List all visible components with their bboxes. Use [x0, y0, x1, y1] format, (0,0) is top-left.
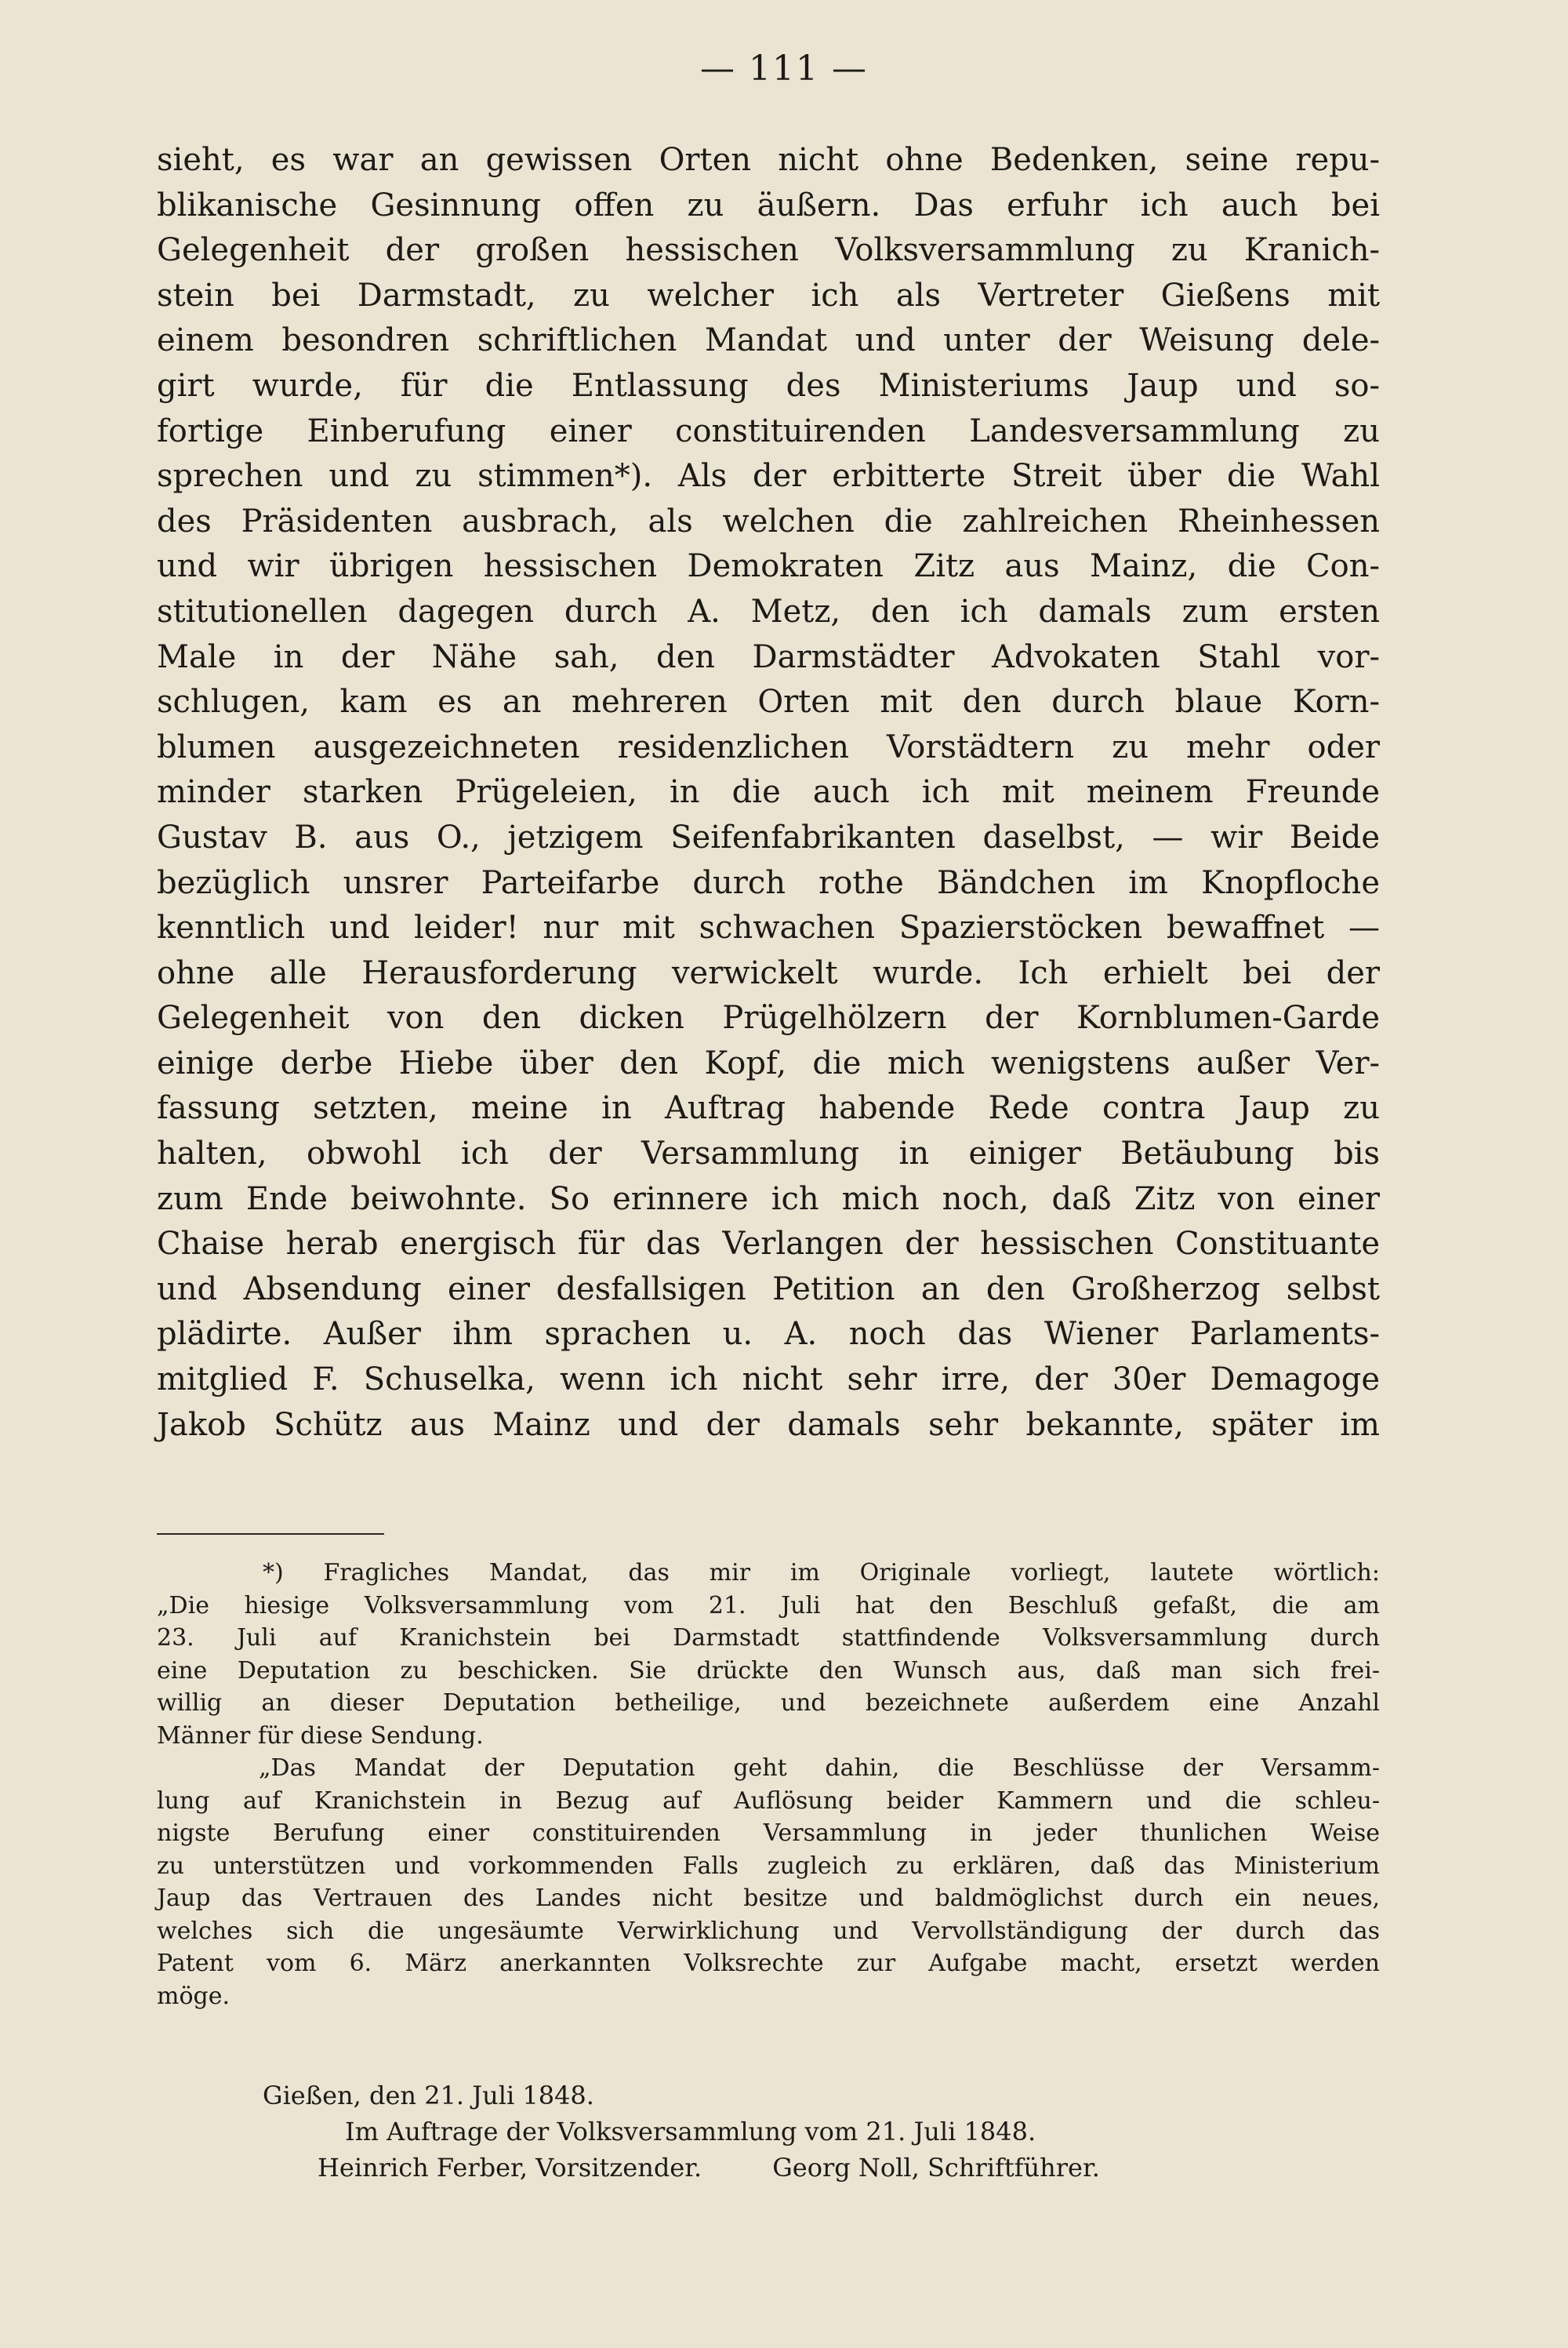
footnote-line: „Das Mandat der Deputation geht dahin, die Beschlüsse der Versamm- — [259, 1754, 1380, 1782]
text-line: einem besondren schriftlichen Mandat und unter der Weisung dele- — [157, 322, 1380, 359]
text-line: zum Ende beiwohnte. So erinnere ich mich noch, daß Zitz von einer — [157, 1180, 1380, 1217]
signature-names — [157, 2150, 1380, 2186]
text-line: blikanische Gesinnung offen zu äußern. Das erfuhr ich auch bei — [157, 187, 1380, 224]
footnote-line: willig an dieser Deputation betheilige, und bezeichnete außerdem eine Anzahl — [157, 1689, 1380, 1717]
text-line: und wir übrigen hessischen Demokraten Zitz aus Mainz, die Con- — [157, 548, 1380, 585]
text-line: schlugen, kam es an mehreren Orten mit den durch blaue Korn- — [157, 684, 1380, 721]
text-line: stein bei Darmstadt, zu welcher ich als Vertreter Gießens mit — [157, 277, 1380, 314]
signature-commission: Im Auftrage der Volksversammlung vom 21. Juli 1848. — [345, 2117, 1036, 2146]
text-line: einige derbe Hiebe über den Kopf, die mich wenigstens außer Ver- — [157, 1045, 1380, 1081]
text-line: fortige Einberufung einer constituirenden Landesversammlung zu — [157, 413, 1380, 449]
signature-secretary: Georg Noll, Schriftführer. — [772, 2153, 1100, 2183]
text-line: Gelegenheit der großen hessischen Volksversammlung zu Kranich- — [157, 232, 1380, 269]
footnote-line: Jaup das Vertrauen des Landes nicht besitze und baldmöglichst durch ein neues, — [157, 1885, 1380, 1912]
text-line: Male in der Nähe sah, den Darmstädter Advokaten Stahl vor- — [157, 638, 1380, 675]
text-line: plädirte. Außer ihm sprachen u. A. noch das Wiener Parlaments- — [157, 1316, 1380, 1353]
footnote-line: lung auf Kranichstein in Bezug auf Auflösung beider Kammern und die schleu- — [157, 1786, 1380, 1815]
footnote-divider — [157, 1533, 384, 1535]
footnote-line: 23. Juli auf Kranichstein bei Darmstadt stattfindende Volksversammlung durch — [157, 1624, 1380, 1652]
footnote-line: zu unterstützen und vorkommenden Falls zugleich zu erklären, daß das Ministerium — [157, 1852, 1380, 1880]
text-line: fassung setzten, meine in Auftrag habende Rede contra Jaup zu — [157, 1090, 1380, 1127]
text-line: Gustav B. aus O., jetzigem Seifenfabrikanten daselbst, — wir Beide — [157, 819, 1380, 856]
footnote-line: Patent vom 6. März anerkannten Volksrechte zur Aufgabe macht, ersetzt werden — [157, 1950, 1380, 1977]
text-line: und Absendung einer desfallsigen Petition an den Großherzog selbst — [157, 1270, 1380, 1307]
text-line: stitutionellen dagegen durch A. Metz, den ich damals zum ersten — [157, 593, 1380, 630]
footnote-line: Männer für diese Sendung. — [157, 1721, 484, 1750]
text-line: Chaise herab energisch für das Verlangen der hessischen Constituante — [157, 1226, 1380, 1263]
footnote-line: welches sich die ungesäumte Verwirklichung und Vervollständigung der durch das — [157, 1917, 1380, 1945]
text-line: sieht, es war an gewissen Orten nicht ohne Bedenken, seine repu- — [157, 142, 1380, 178]
text-line: des Präsidenten ausbrach, als welchen die zahlreichen Rheinhessen — [157, 503, 1380, 540]
signature-block — [157, 2077, 1380, 2186]
footnote-line: möge. — [157, 1982, 230, 2010]
footnote-line: *) Fragliches Mandat, das mir im Originale vorliegt, lautete wörtlich: — [263, 1559, 1380, 1587]
main-text-block — [157, 138, 1380, 1448]
text-line: girt wurde, für die Entlassung des Ministeriums Jaup und so- — [157, 367, 1380, 404]
text-line: bezüglich unsrer Parteifarbe durch rothe Bändchen im Knopfloche — [157, 864, 1380, 901]
text-line: halten, obwohl ich der Versammlung in einiger Betäubung bis — [157, 1136, 1380, 1172]
text-line: ohne alle Herausforderung verwickelt wurde. Ich erhielt bei der — [157, 954, 1380, 991]
signature-chairman: Heinrich Ferber, Vorsitzender. — [318, 2153, 702, 2183]
footnote-line: eine Deputation zu beschicken. Sie drückte den Wunsch aus, daß man sich frei- — [157, 1656, 1380, 1685]
text-line: blumen ausgezeichneten residenzlichen Vorstädtern zu mehr oder — [157, 729, 1380, 765]
footnote-line: „Die hiesige Volksversammlung vom 21. Juli hat den Beschluß gefaßt, die am — [157, 1591, 1380, 1619]
text-line: mitglied F. Schuselka, wenn ich nicht sehr irre, der 30er Demagoge — [157, 1361, 1380, 1398]
text-line: sprechen und zu stimmen*). Als der erbitterte Streit über die Wahl — [157, 458, 1380, 495]
footnote-block — [157, 1557, 1380, 2012]
page-number: — 111 — — [700, 49, 868, 89]
signature-date: Gießen, den 21. Juli 1848. — [263, 2081, 594, 2110]
footnote-line: nigste Berufung einer constituirenden Versammlung in jeder thunlichen Weise — [157, 1819, 1380, 1847]
text-line: Gelegenheit von den dicken Prügelhölzern der Kornblumen-Garde — [157, 1000, 1380, 1037]
text-line: kenntlich und leider! nur mit schwachen Spazierstöcken bewaffnet — — [157, 910, 1380, 947]
text-line: minder starken Prügeleien, in die auch ich mit meinem Freunde — [157, 774, 1380, 811]
text-line: Jakob Schütz aus Mainz und der damals sehr bekannte, später im — [157, 1406, 1380, 1443]
